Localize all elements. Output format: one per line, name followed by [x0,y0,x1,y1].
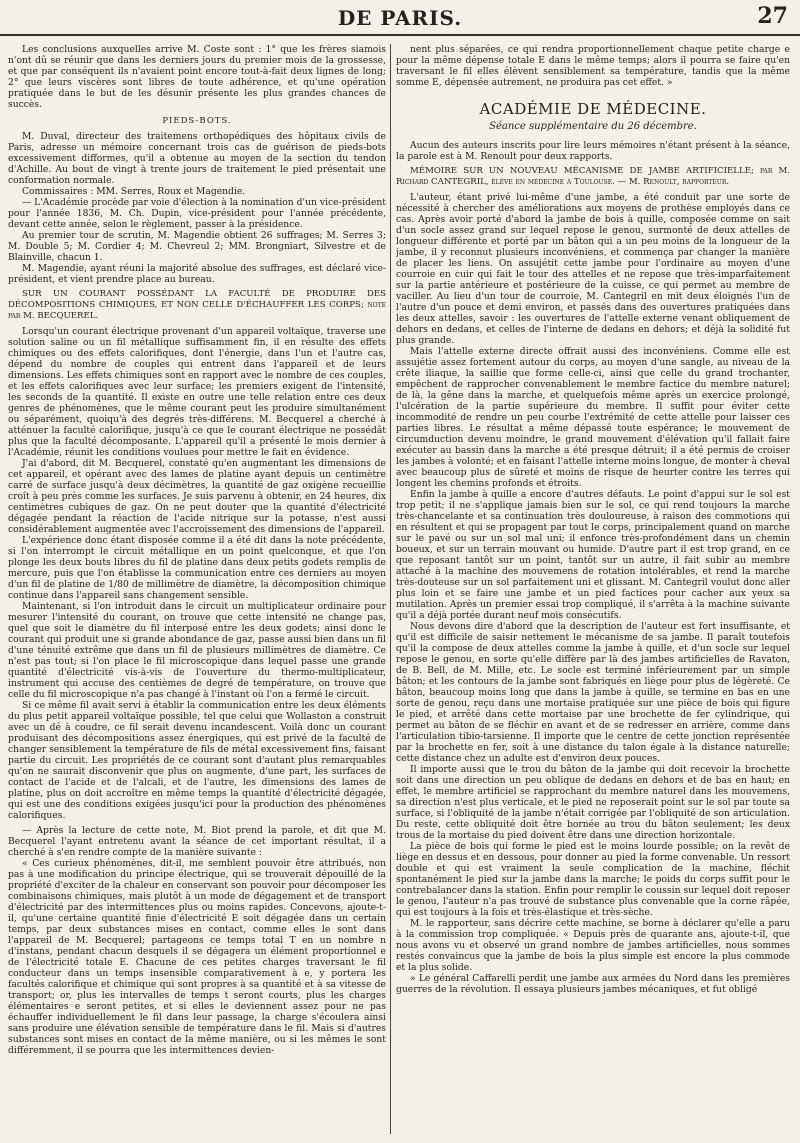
section-heading-pieds-bots: PIEDS-BOTS. [162,116,232,126]
jambe-paragraph-1: L'auteur, étant privé lui-même d'une jambe, a été conduit par une sorte de nécessité à chercher des améliorations aux moyens de prothèse employés dans ce cas. Après avoir porté d'abord la jambe de bois à quille, composée comme on sait d'un socle assez grand sur lequel repose le genou, surmonté de deux attelles de longueur différente et porté par un bâton qui a un peu moins de la longueur de la jambe, il y reconnut plusieurs inconvéniens, et commença par changer la manière de placer les liens. On assujétit cette jambe pour l'ordinaire au moyen d'une courroie en cuir qui fait le tour des attelles et ne repose que très-imparfaitement sur la partie antérieure et postérieure de la cuisse, ce qui permet au membre de vaciller. Au lieu d'un tour de courroie, M. Cantegril en mit deux éloignés l'un de l'autre d'un pouce et demi environ, et passés dans des ouvertures pratiquées dans les deux attelles, savoir : les ouvertures de l'attelle externe venant obliquement de dehors en dedans, et celles de l'interne de dedans en dehors; et déjà la solidité fut plus grande. [396,192,790,346]
page-title: DE PARIS. [337,6,463,30]
column-divider [390,44,391,1134]
becquerel-paragraph-3: L'expérience donc étant disposée comme il a été dit dans la note précédente, si l'on interrompt le circuit métallique en un point quelconque, et que l'on plonge les deux bouts libres du fil de platine dans deux petits godets remplis de mercure, puis que l'on établisse la communication entre ces derniers au moyen d'un fil de platine de 1/80 de millimètre de diamètre, la décomposition chimique continue dans l'appareil sans changement sensible. [8,535,386,601]
jambe-paragraph-3: Enfin la jambe à quille a encore d'autres défauts. Le point d'appui sur le sol est trop petit; il ne s'applique jamais bien sur le sol, ce qui rend toujours la marche très-chancelante et sa continuation très douloureuse, à raison des commotions qui en résultent et qui se propagent par tout le corps, principalement quand on marche sur le pavé ou sur un sol mal uni; il enfonce très-profondément dans un chemin boueux, et sur un terrain mouvant ou humide. D'autre part il est trop grand, en ce que reposant tantôt sur un point, tantôt sur un autre, il fait subir au membre attaché à la machine des mouvemens de rotation intolérables, et rend la marche très-douteuse sur un sol parfaitement uni et glissant. M. Cantegril voulut donc aller plus loin et se faire une jambe et un pied factices pour cacher aux yeux sa mutilation. Après un premier essai trop compliqué, il s'arrêta à la machine suivante qu'il a déjà portée durant neuf mois consécutifs. [396,489,790,621]
jambe-paragraph-2: Mais l'attelle externe directe offrait aussi des inconvéniens. Comme elle est assujétie assez fortement autour du corps, au moyen d'une sangle, au niveau de la crête iliaque, la saillie que forme celle-ci, ainsi que celle du grand trochanter, empêchent de rapprocher convenablement le membre factice du membre naturel; de là, la gêne dans la marche, et quelquefois même après un exercice prolongé, l'ulcération de la partie supérieure du membre. Il suffit pour éviter cette incommodité de rendre un peu courbe l'extrémité de cette attelle pour laisser ces parties libres. Le résultat a même dépassé toute espérance; le mouvement de circumduction devenu moindre, le grand mouvement d'élévation qu'il fallait faire exécuter au bassin dans la marche a été presque détruit; il a été permis de croiser les jambes à volonté; et en faisant l'attelle interne moins longue, de monter à cheval avec beaucoup plus de sûreté et moins de risque de heurter contre les terres qui longent les chemins profonds et étroits. [396,346,790,489]
jambe-paragraph-7: M. le rapporteur, sans décrire cette machine, se borne à déclarer qu'elle a paru à la commission trop compliquée. « Depuis près de quarante ans, ajoute-t-il, que nous avons vu et observé un grand nombre de jambes artificielles, nous sommes restés convaincus que la jambe de bois la plus simple est encore la plus commode et la plus solide. [396,918,790,973]
duval-paragraph: M. Duval, directeur des traitemens orthopédiques des hôpitaux civils de Paris, adresse un mémoire concernant trois cas de guérison de pieds-bots excessivement difformes, qu'il a obtenue au moyen de la section du tendon d'Achille. Au bout de vingt à trente jours de traitement le pied présentait une conformation normale. [8,131,386,186]
becquerel-paragraph-4: Maintenant, si l'on introduit dans le circuit un multiplicateur ordinaire pour mesurer l'intensité du courant, on trouve que cette intensité ne change pas, quel que soit le diamètre du fil interposé entre les deux godets; ainsi donc le courant qui produit une si grande abondance de gaz, passe aussi bien dans un fil d'une ténuité extrême que dans un fil de plusieurs millimètres de diamètre. Ce n'est pas tout; si l'on place le fil microscopique dans lequel passe une grande quantité d'électricité vis-à-vis de l'ouverture du thermo-multiplicateur, instrument qui accuse des centièmes de degré de température, on trouve que celle du fil microscopique n'a pas changé à l'instant où l'on a fermé le circuit. [8,601,386,700]
academie-heading: ACADÉMIE DE MÉDECINE. [479,100,707,118]
page-header [0,0,800,36]
right-column [396,44,790,1134]
left-column [8,44,386,1134]
coste-conclusions: Les conclusions auxquelles arrive M. Coste sont : 1° que les frères siamois n'ont dû se réunir que dans les derniers jours du premier mois de la grossesse, et que par conséquent ils n'avaient point encore tout-à-fait deux lignes de long; 2° que leurs viscères sont libres de toute adhérence, et qu'une opération pratiquée dans le but de les désunir présente les plus grandes chances de succès. [8,44,386,110]
jambe-paragraph-6: La pièce de bois qui forme le pied est le moins lourde possible; on la revêt de liège en dessus et en dessous, pour donner au pied la forme convenable. Un ressort double et qui est vraiment la seule complication de la machine, fléchit spontanément le pied sur la jambe dans la marche; le poids du corps suffit pour le contrebalancer dans la station. Enfin pour remplir le coussin sur lequel doit reposer le genou, l'auteur n'a pas trouvé de substance plus convenable que la corne râpée, qui est toujours à la fois et très-élastique et très-sèche. [396,841,790,918]
becquerel-paragraph-1: Lorsqu'un courant électrique provenant d'un appareil voltaïque, traverse une solution saline ou un fil métallique suffisamment fin, il en résulte des effets chimiques ou des effets calorifiques, dont l'énergie, dans l'un et l'autre cas, dépend du nombre de couples qui entrent dans l'appareil et de leurs dimensions. Les effets chimiques sont en rapport avec le nombre de ces couples, et les effets calorifiques avec leur surface; les premiers exigent de l'intensité, les seconds de la quantité. Il existe en outre une telle relation entre ces deux genres de phénomènes, que le même courant peut les produire simultanément ou séparément, quoiqu'à des degrés très-différens. M. Becquerel a cherché à atténuer la faculté calorifique, jusqu'à ce que le courant électrique ne possédât plus que la faculté décomposante. L'appareil qu'il a présenté le mois dernier à l'Académie, réunit les conditions voulues pour mettre le fait en évidence. [8,326,386,458]
jambe-paragraph-4: Nous devons dire d'abord que la description de l'auteur est fort insuffisante, et qu'il est difficile de saisir nettement le mécanisme de sa jambe. Il paraît toutefois qu'il la compose de deux attelles comme la jambe à quille, et d'un socle sur lequel repose le genou, en sorte qu'elle diffère par là des jambes artificielles de Ravaton, de B. Bell, de M. Mille, etc. Le socle est terminé inférieurement par un simple bâton; et les contours de la jambe sont fabriqués en liège pour plus de légèreté. Ce bâton, beaucoup moins long que dans la jambe à quille, se termine en bas en une sorte de genou, reçu dans une mortaise pratiquée sur une pièce de bois qui figure le pied, et arrêté dans cette mortaise par une brochette de fer cylindrique, qui permet au bâton de se fléchir en avant et de se redresser en arrière, comme dans l'articulation tibio-tarsienne. Il importe que le centre de cette jonction représentée par la brochette en fer, soit à une distance du talon égale à la distance naturelle; cette distance chez un adulte est d'environ deux pouces. [396,621,790,764]
memoire-title: MÉMOIRE SUR UN NOUVEAU MÉCANISME DE JAMBE ARTIFICIELLE; par M. Richard CANTEGRIL, élève en médecine à Toulouse. — M. Renoult, rapporteur. [396,166,790,187]
election-paragraph: — L'Académie procède par voie d'élection à la nomination d'un vice-président pour l'année 1836, M. Ch. Dupin, vice-président pour l'année précédente, devant cette année, selon le règlement, passer à la présidence. [8,197,386,230]
biot-paragraph-1: — Après la lecture de cette note, M. Biot prend la parole, et dit que M. Becquerel l'ayant entretenu avant la séance de cet important résultat, il a cherché à s'en rendre compte de la manière suivante : [8,825,386,858]
seance-subtitle: Séance supplémentaire du 26 décembre. [489,121,697,132]
becquerel-title: SUR UN COURANT POSSÉDANT LA FACULTÉ DE PRODUIRE DES DÉCOMPOSITIONS CHIMIQUES, ET NON CELLE D'ÉCHAUFFER LES CORPS; note par M. BECQUEREL. [8,289,386,321]
page-number: 27 [757,3,788,29]
magendie-paragraph: M. Magendie, ayant réuni la majorité absolue des suffrages, est déclaré vice-président, et vient prendre place au bureau. [8,263,386,285]
becquerel-paragraph-5: Si ce même fil avait servi à établir la communication entre les deux éléments du plus petit appareil voltaïque possible, tel que celui que Wollaston a construit avec un dé à coudre, ce fil serait devenu incandescent. Voilà donc un courant produisant des décompositions assez énergiques, qui est privé de la faculté de changer sensiblement la température de fils de métal excessivement fins, faisant partie du circuit. Les propriétés de ce courant sont d'autant plus remarquables qu'on ne saurait disconvenir que plus on augmente, d'une part, les surfaces de contact de l'acide et de l'alcali, et de l'autre, les dimensions des lames de platine, plus on doit accroître en même temps la quantité d'électricité dégagée, qui est une des conditions exigées jusqu'ici pour la production des phénomènes calorifiques. [8,700,386,821]
academie-intro: Aucun des auteurs inscrits pour lire leurs mémoires n'étant présent à la séance, la parole est à M. Renoult pour deux rapports. [396,140,790,162]
biot-continuation: nent plus séparées, ce qui rendra proportionnellement chaque petite charge e pour la même dépense totale E dans le même temps; alors il pourra se faire qu'en traversant le fil elles élèvent sensiblement sa température, tandis que la même somme E, dépensée autrement, ne produira pas cet effet. » [396,44,790,88]
commissaires-line: Commissaires : MM. Serres, Roux et Magendie. [22,186,246,197]
jambe-paragraph-5: Il importe aussi que le trou du bâton de la jambe qui doit recevoir la brochette soit dans une direction un peu oblique de dedans en dehors et de bas en haut; en effet, le membre artificiel se rapprochant du membre naturel dans les mouvemens, sa direction n'est plus verticale, et le pied ne reposerait point sur le sol par toute sa surface, si l'obliquité de la jambe n'était corrigée par l'obliquité de son articulation. Du reste, cette obliquité doit être bornée au trou du bâton seulement; les deux trous de la mortaise du pied doivent être dans une direction horizontale. [396,764,790,841]
jambe-paragraph-8: » Le général Caffarelli perdit une jambe aux armées du Nord dans les premières guerres de la révolution. Il essaya plusieurs jambes mécaniques, et fut obligé [396,973,790,995]
biot-paragraph-2: « Ces curieux phénomènes, dit-il, me semblent pouvoir être attribués, non pas à une modification du principe électrique, qui se trouverait dépouillé de la propriété d'exciter de la chaleur en conservant son pouvoir pour décomposer les combinaisons chimiques, mais plutôt à un mode de dégagement et de transport d'électricité par des intermittences plus ou moins rapides. Concevons, ajoute-t-il, qu'une certaine quantité finie d'électricité E soit dégagée dans un certain temps, par deux substances mises en contact, comme elles le sont dans l'appareil de M. Becquerel; partageons ce temps total T en un nombre n d'instans, pendant chacun desquels il se dégagera un élément proportionnel e de l'électricité totale E. Chacune de ces petites charges traversant le fil conducteur dans un temps insensible comparativement à e, y portera les facultés calorifique et chimique qui sont propres à sa quantité et à sa vitesse de transport; or, plus les intervalles de temps t seront courts, plus les charges élémentaires e seront petites, et si elles le deviennent assez pour ne pas échauffer individuellement le fil dans leur passage, la charge s'écoulera ainsi sans produire une élévation sensible de température dans le fil. Mais si d'autres substances sont mises en contact de la même manière, ou si les mêmes le sont différemment, il se pourra que les intermittences devien- [8,858,386,1056]
becquerel-paragraph-2: J'ai d'abord, dit M. Becquerel, constaté qu'en augmentant les dimensions de cet appareil, et opérant avec des lames de platine ayant depuis un centimètre carré de surface jusqu'à deux décimètres, la quantité de gaz oxigène recueillie croît à peu près comme les surfaces. Je suis parvenu à obtenir, en 24 heures, dix centimètres cubiques de gaz. On ne peut douter que la quantité d'électricité dégagée pendant la réaction de l'acide nitrique sur la potasse, n'est aussi considérablement augmentée avec l'accroissement des dimensions de l'appareil. [8,458,386,535]
scrutin-paragraph: Au premier tour de scrutin, M. Magendie obtient 26 suffrages; M. Serres 3; M. Double 5; M. Cordier 4; M. Chevreul 2; MM. Brongniart, Silvestre et de Blainville, chacun 1. [8,230,386,263]
